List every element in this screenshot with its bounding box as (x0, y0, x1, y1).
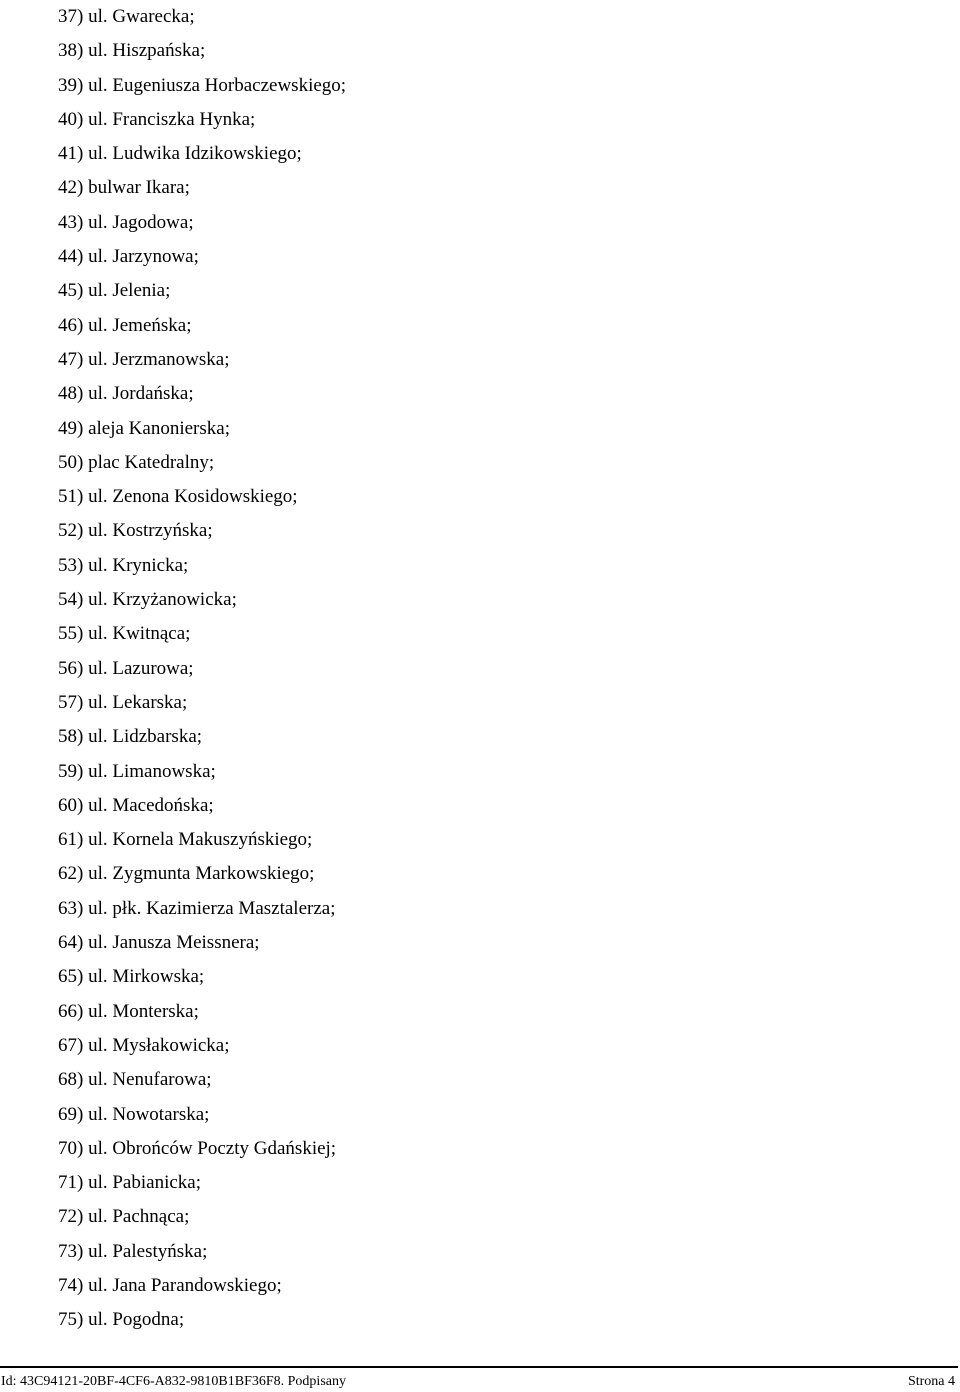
list-item: 66) ul. Monterska; (58, 1000, 199, 1022)
list-item: 65) ul. Mirkowska; (58, 966, 205, 988)
list-item: 52) ul. Kostrzyńska; (58, 520, 213, 542)
list-item: 51) ul. Zenona Kosidowskiego; (58, 486, 298, 508)
list-item: 47) ul. Jerzmanowska; (58, 348, 230, 370)
list-item: 43) ul. Jagodowa; (58, 211, 194, 233)
list-item: 64) ul. Janusza Meissnera; (58, 932, 260, 954)
list-item: 41) ul. Ludwika Idzikowskiego; (58, 143, 302, 165)
list-item: 67) ul. Mysłakowicka; (58, 1034, 230, 1056)
list-item: 44) ul. Jarzynowa; (58, 246, 199, 268)
list-item: 39) ul. Eugeniusza Horbaczewskiego; (58, 74, 347, 96)
list-item: 72) ul. Pachnąca; (58, 1206, 190, 1228)
list-item: 58) ul. Lidzbarska; (58, 726, 203, 748)
list-item: 70) ul. Obrońców Poczty Gdańskiej; (58, 1137, 337, 1159)
list-item: 37) ul. Gwarecka; (58, 6, 195, 27)
list-item: 55) ul. Kwitnąca; (58, 623, 191, 645)
list-item: 40) ul. Franciszka Hynka; (58, 108, 256, 130)
list-item: 68) ul. Nenufarowa; (58, 1069, 212, 1091)
list-item: 71) ul. Pabianicka; (58, 1172, 201, 1194)
list-item: 48) ul. Jordańska; (58, 383, 194, 405)
list-item: 57) ul. Lekarska; (58, 691, 188, 713)
list-item: 62) ul. Zygmunta Markowskiego; (58, 863, 315, 885)
street-list (58, 0, 346, 1338)
page-footer (0, 1366, 958, 1392)
list-item: 63) ul. płk. Kazimierza Masztalerza; (58, 897, 336, 919)
list-item: 60) ul. Macedońska; (58, 794, 214, 816)
list-item: 73) ul. Palestyńska; (58, 1240, 208, 1262)
list-item: 42) bulwar Ikara; (58, 177, 190, 199)
list-item: 74) ul. Jana Parandowskiego; (58, 1274, 282, 1296)
list-item: 53) ul. Krynicka; (58, 554, 189, 576)
list-item: 50) plac Katedralny; (58, 451, 215, 473)
list-item: 75) ul. Pogodna; (58, 1309, 185, 1331)
list-item: 38) ul. Hiszpańska; (58, 40, 206, 62)
list-item: 56) ul. Lazurowa; (58, 657, 194, 679)
list-item: 46) ul. Jemeńska; (58, 314, 192, 336)
document-id: Id: 43C94121-20BF-4CF6-A832-9810B1BF36F8. Podpisany (1, 1374, 346, 1389)
list-item: 61) ul. Kornela Makuszyńskiego; (58, 829, 313, 851)
list-item: 54) ul. Krzyżanowicka; (58, 589, 237, 611)
list-item: 69) ul. Nowotarska; (58, 1103, 210, 1125)
page-number: Strona 4 (907, 1374, 955, 1389)
list-item: 45) ul. Jelenia; (58, 280, 171, 302)
list-item: 49) aleja Kanonierska; (58, 417, 230, 439)
list-item: 59) ul. Limanowska; (58, 760, 216, 782)
